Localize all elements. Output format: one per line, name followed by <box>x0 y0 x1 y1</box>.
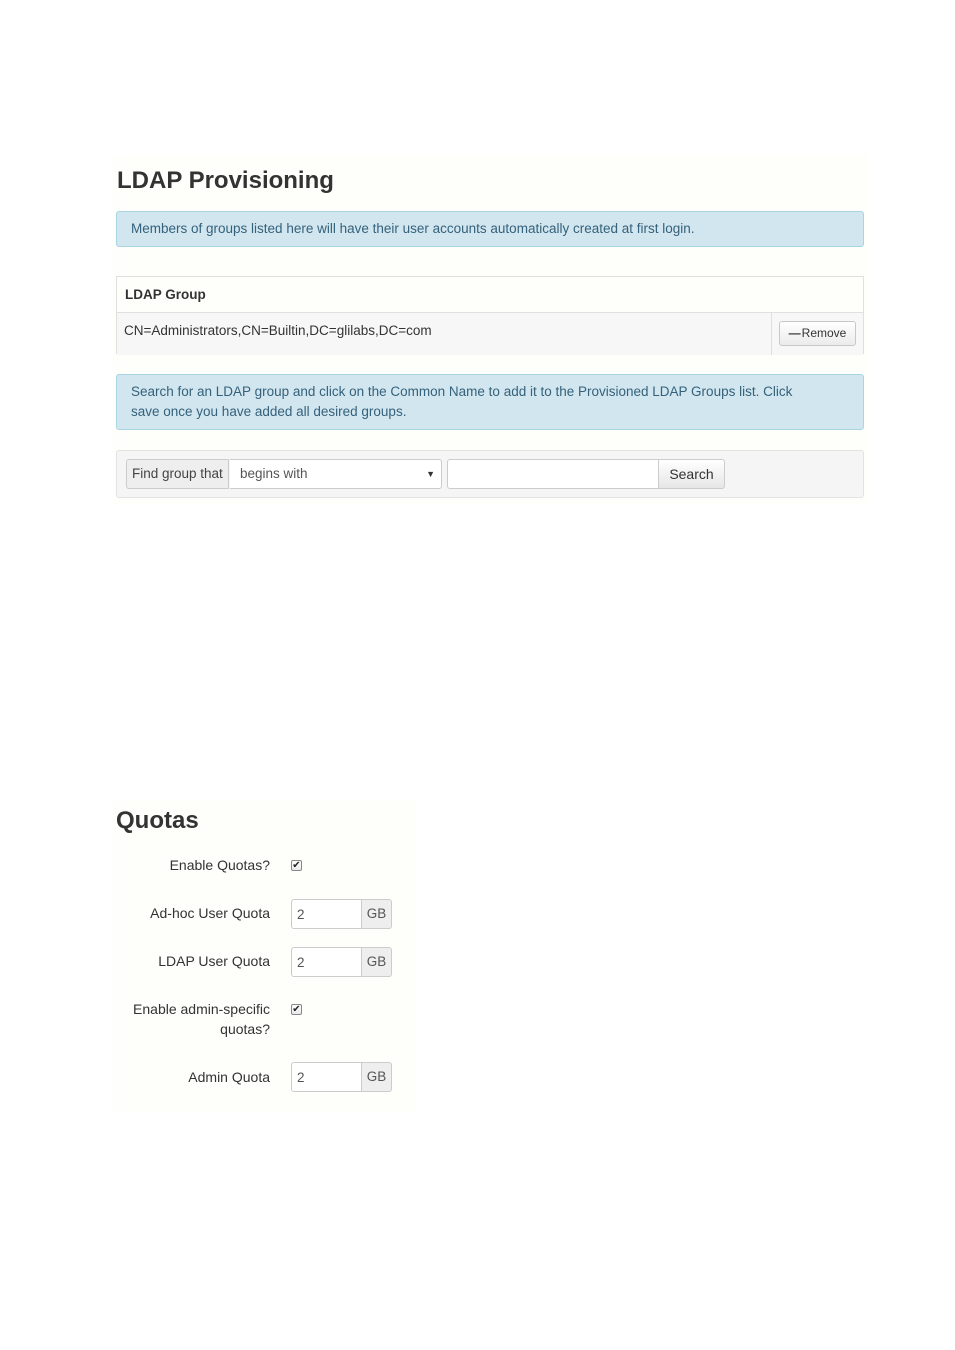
remove-button-label: Remove <box>801 326 847 340</box>
check-icon: ✔ <box>292 1004 301 1015</box>
quotas-title: Quotas <box>116 807 199 834</box>
quotas-panel <box>113 800 415 1112</box>
table-row <box>117 312 863 355</box>
enable-admin-quotas-label: Enable admin-specific quotas? <box>133 1001 270 1037</box>
group-search-input[interactable] <box>447 459 659 489</box>
ldap-user-quota-label: LDAP User Quota <box>158 953 270 969</box>
minus-icon: — <box>788 326 801 340</box>
ldap-info-alert: Members of groups listed here will have their user accounts automatically created at first login. <box>116 211 864 247</box>
caret-down-icon: ▼ <box>426 469 435 479</box>
admin-quota-input[interactable] <box>291 1062 362 1092</box>
enable-quotas-label: Enable Quotas? <box>169 857 270 873</box>
admin-quota-label: Admin Quota <box>188 1069 270 1085</box>
ldap-search-info-alert: Search for an LDAP group and click on the Common Name to add it to the Provisioned LDAP Groups list. Click save once you have added all desired groups. <box>116 374 864 430</box>
ldap-group-action-cell <box>771 313 864 355</box>
adhoc-user-quota-unit: GB <box>361 899 392 929</box>
remove-group-button[interactable] <box>779 321 856 346</box>
enable-quotas-checkbox[interactable] <box>291 860 302 871</box>
check-icon: ✔ <box>292 860 301 871</box>
ldap-provisioning-panel <box>113 155 868 505</box>
adhoc-user-quota-input[interactable] <box>291 899 362 929</box>
find-group-label: Find group that <box>126 459 229 489</box>
admin-quota-unit: GB <box>361 1062 392 1092</box>
enable-admin-quotas-checkbox[interactable] <box>291 1004 302 1015</box>
ldap-group-table <box>116 276 864 354</box>
match-type-selected: begins with <box>240 466 308 481</box>
ldap-group-name: CN=Administrators,CN=Builtin,DC=glilabs,DC=com <box>124 323 432 338</box>
ldap-user-quota-input[interactable] <box>291 947 362 977</box>
ldap-user-quota-unit: GB <box>361 947 392 977</box>
search-button[interactable]: Search <box>658 459 725 489</box>
ldap-provisioning-title: LDAP Provisioning <box>117 167 334 194</box>
ldap-search-bar <box>116 450 864 498</box>
ldap-group-column-header: LDAP Group <box>125 287 206 302</box>
match-type-select[interactable] <box>230 459 442 489</box>
adhoc-user-quota-label: Ad-hoc User Quota <box>150 905 270 921</box>
